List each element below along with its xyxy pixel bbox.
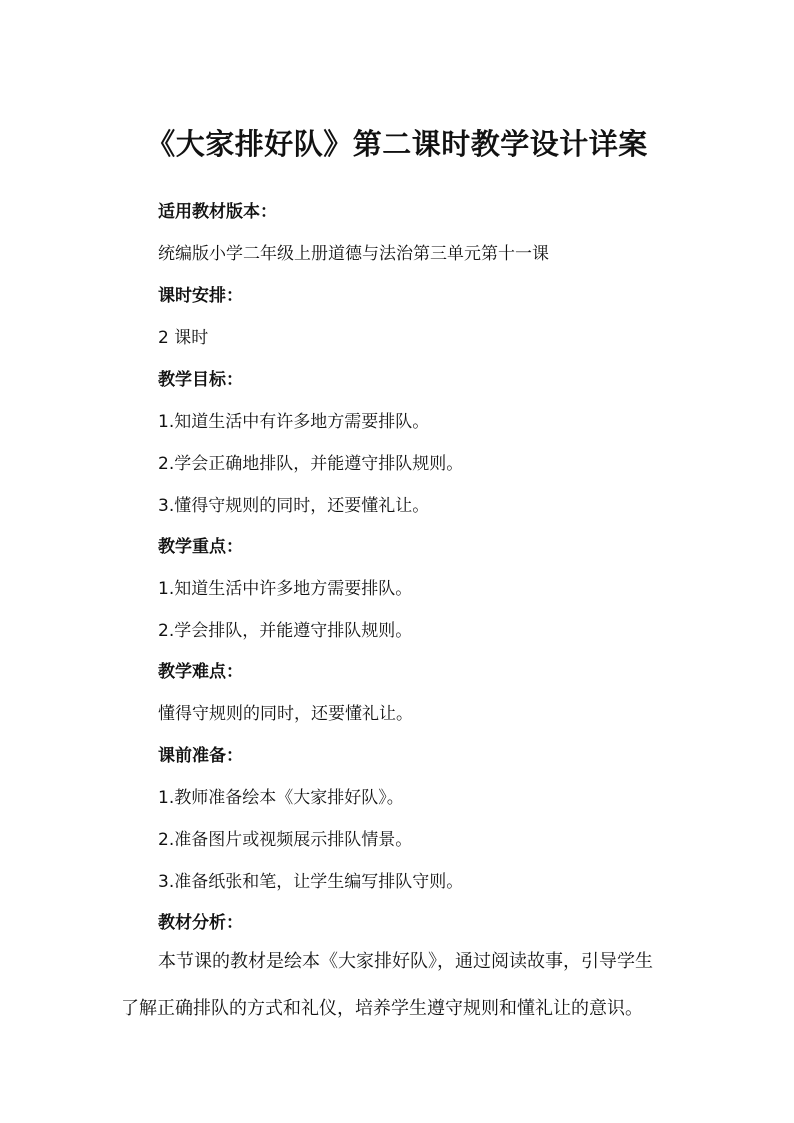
section-heading-preparation: 课前准备： bbox=[158, 746, 243, 766]
section-heading-textbook-version: 适用教材版本： bbox=[158, 202, 277, 222]
preparation-item: 1.教师准备绘本《大家排好队》。 bbox=[158, 788, 404, 808]
preparation-item: 2.准备图片或视频展示排队情景。 bbox=[158, 830, 413, 850]
teaching-goal-item: 1.知道生活中有许多地方需要排队。 bbox=[158, 412, 430, 432]
section-heading-difficulties: 教学难点： bbox=[158, 662, 243, 682]
paragraph-line: 本节课的教材是绘本《大家排好队》，通过阅读故事，引导学生 bbox=[158, 951, 653, 972]
document-title: 《大家排好队》第二课时教学设计详案 bbox=[146, 127, 648, 161]
section-heading-material-analysis: 教材分析： bbox=[158, 913, 243, 933]
key-point-item: 2.学会排队，并能遵守排队规则。 bbox=[158, 621, 413, 641]
section-heading-teaching-goals: 教学目标： bbox=[158, 370, 243, 390]
textbook-version-text: 统编版小学二年级上册道德与法治第三单元第十一课 bbox=[158, 244, 549, 264]
preparation-item: 3.准备纸张和笔，让学生编写排队守则。 bbox=[158, 872, 464, 892]
class-hours-text: 2 课时 bbox=[158, 328, 209, 348]
paragraph-line: 了解正确排队的方式和礼仪，培养学生遵守规则和懂礼让的意识。 bbox=[121, 998, 643, 1019]
section-heading-class-hours: 课时安排： bbox=[158, 286, 243, 306]
key-point-item: 1.知道生活中许多地方需要排队。 bbox=[158, 579, 413, 599]
teaching-goal-item: 3.懂得守规则的同时，还要懂礼让。 bbox=[158, 496, 430, 516]
section-heading-key-points: 教学重点： bbox=[158, 537, 243, 557]
difficulty-item: 懂得守规则的同时，还要懂礼让。 bbox=[158, 704, 413, 724]
teaching-goal-item: 2.学会正确地排队，并能遵守排队规则。 bbox=[158, 454, 464, 474]
